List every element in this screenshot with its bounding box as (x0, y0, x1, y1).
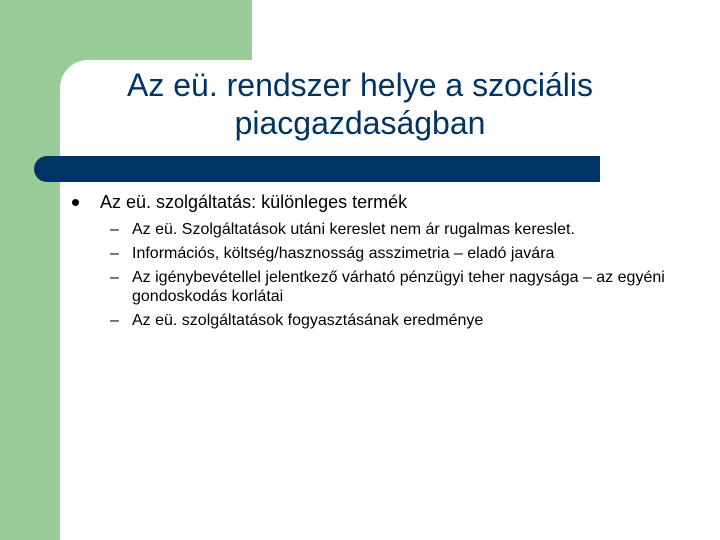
bullet-main-text: Az eü. szolgáltatás: különleges termék (100, 192, 408, 212)
sub-bullet-item (72, 311, 692, 330)
dash-icon: – (110, 269, 119, 286)
slide-body (72, 190, 692, 335)
sub-bullet-text: Az eü. Szolgáltatások utáni kereslet nem ár rugalmas kereslet. (132, 221, 575, 238)
dash-icon: – (110, 245, 119, 262)
sub-bullet-text: Az igénybevétellel jelentkező várható pénzügyi teher nagysága – az egyéni gondoskodás korlátai (132, 269, 665, 305)
title-divider-bar (60, 156, 600, 182)
sub-bullet-item (72, 220, 692, 239)
sub-bullet-item (72, 244, 692, 263)
sub-bullet-list (72, 220, 692, 330)
slide-title (60, 66, 660, 142)
sub-bullet-text: Az eü. szolgáltatások fogyasztásának eredménye (132, 312, 484, 329)
dash-icon: – (110, 312, 119, 329)
bullet-main (72, 190, 692, 214)
bullet-dot-icon (72, 199, 79, 206)
slide-title-line-2: piacgazdaságban (234, 105, 486, 141)
sub-bullet-text: Információs, költség/hasznosság asszimetria – eladó javára (132, 245, 555, 262)
dash-icon: – (110, 221, 119, 238)
sub-bullet-item (72, 268, 692, 306)
slide-title-line-1: Az eü. rendszer helye a szociális (127, 67, 593, 103)
